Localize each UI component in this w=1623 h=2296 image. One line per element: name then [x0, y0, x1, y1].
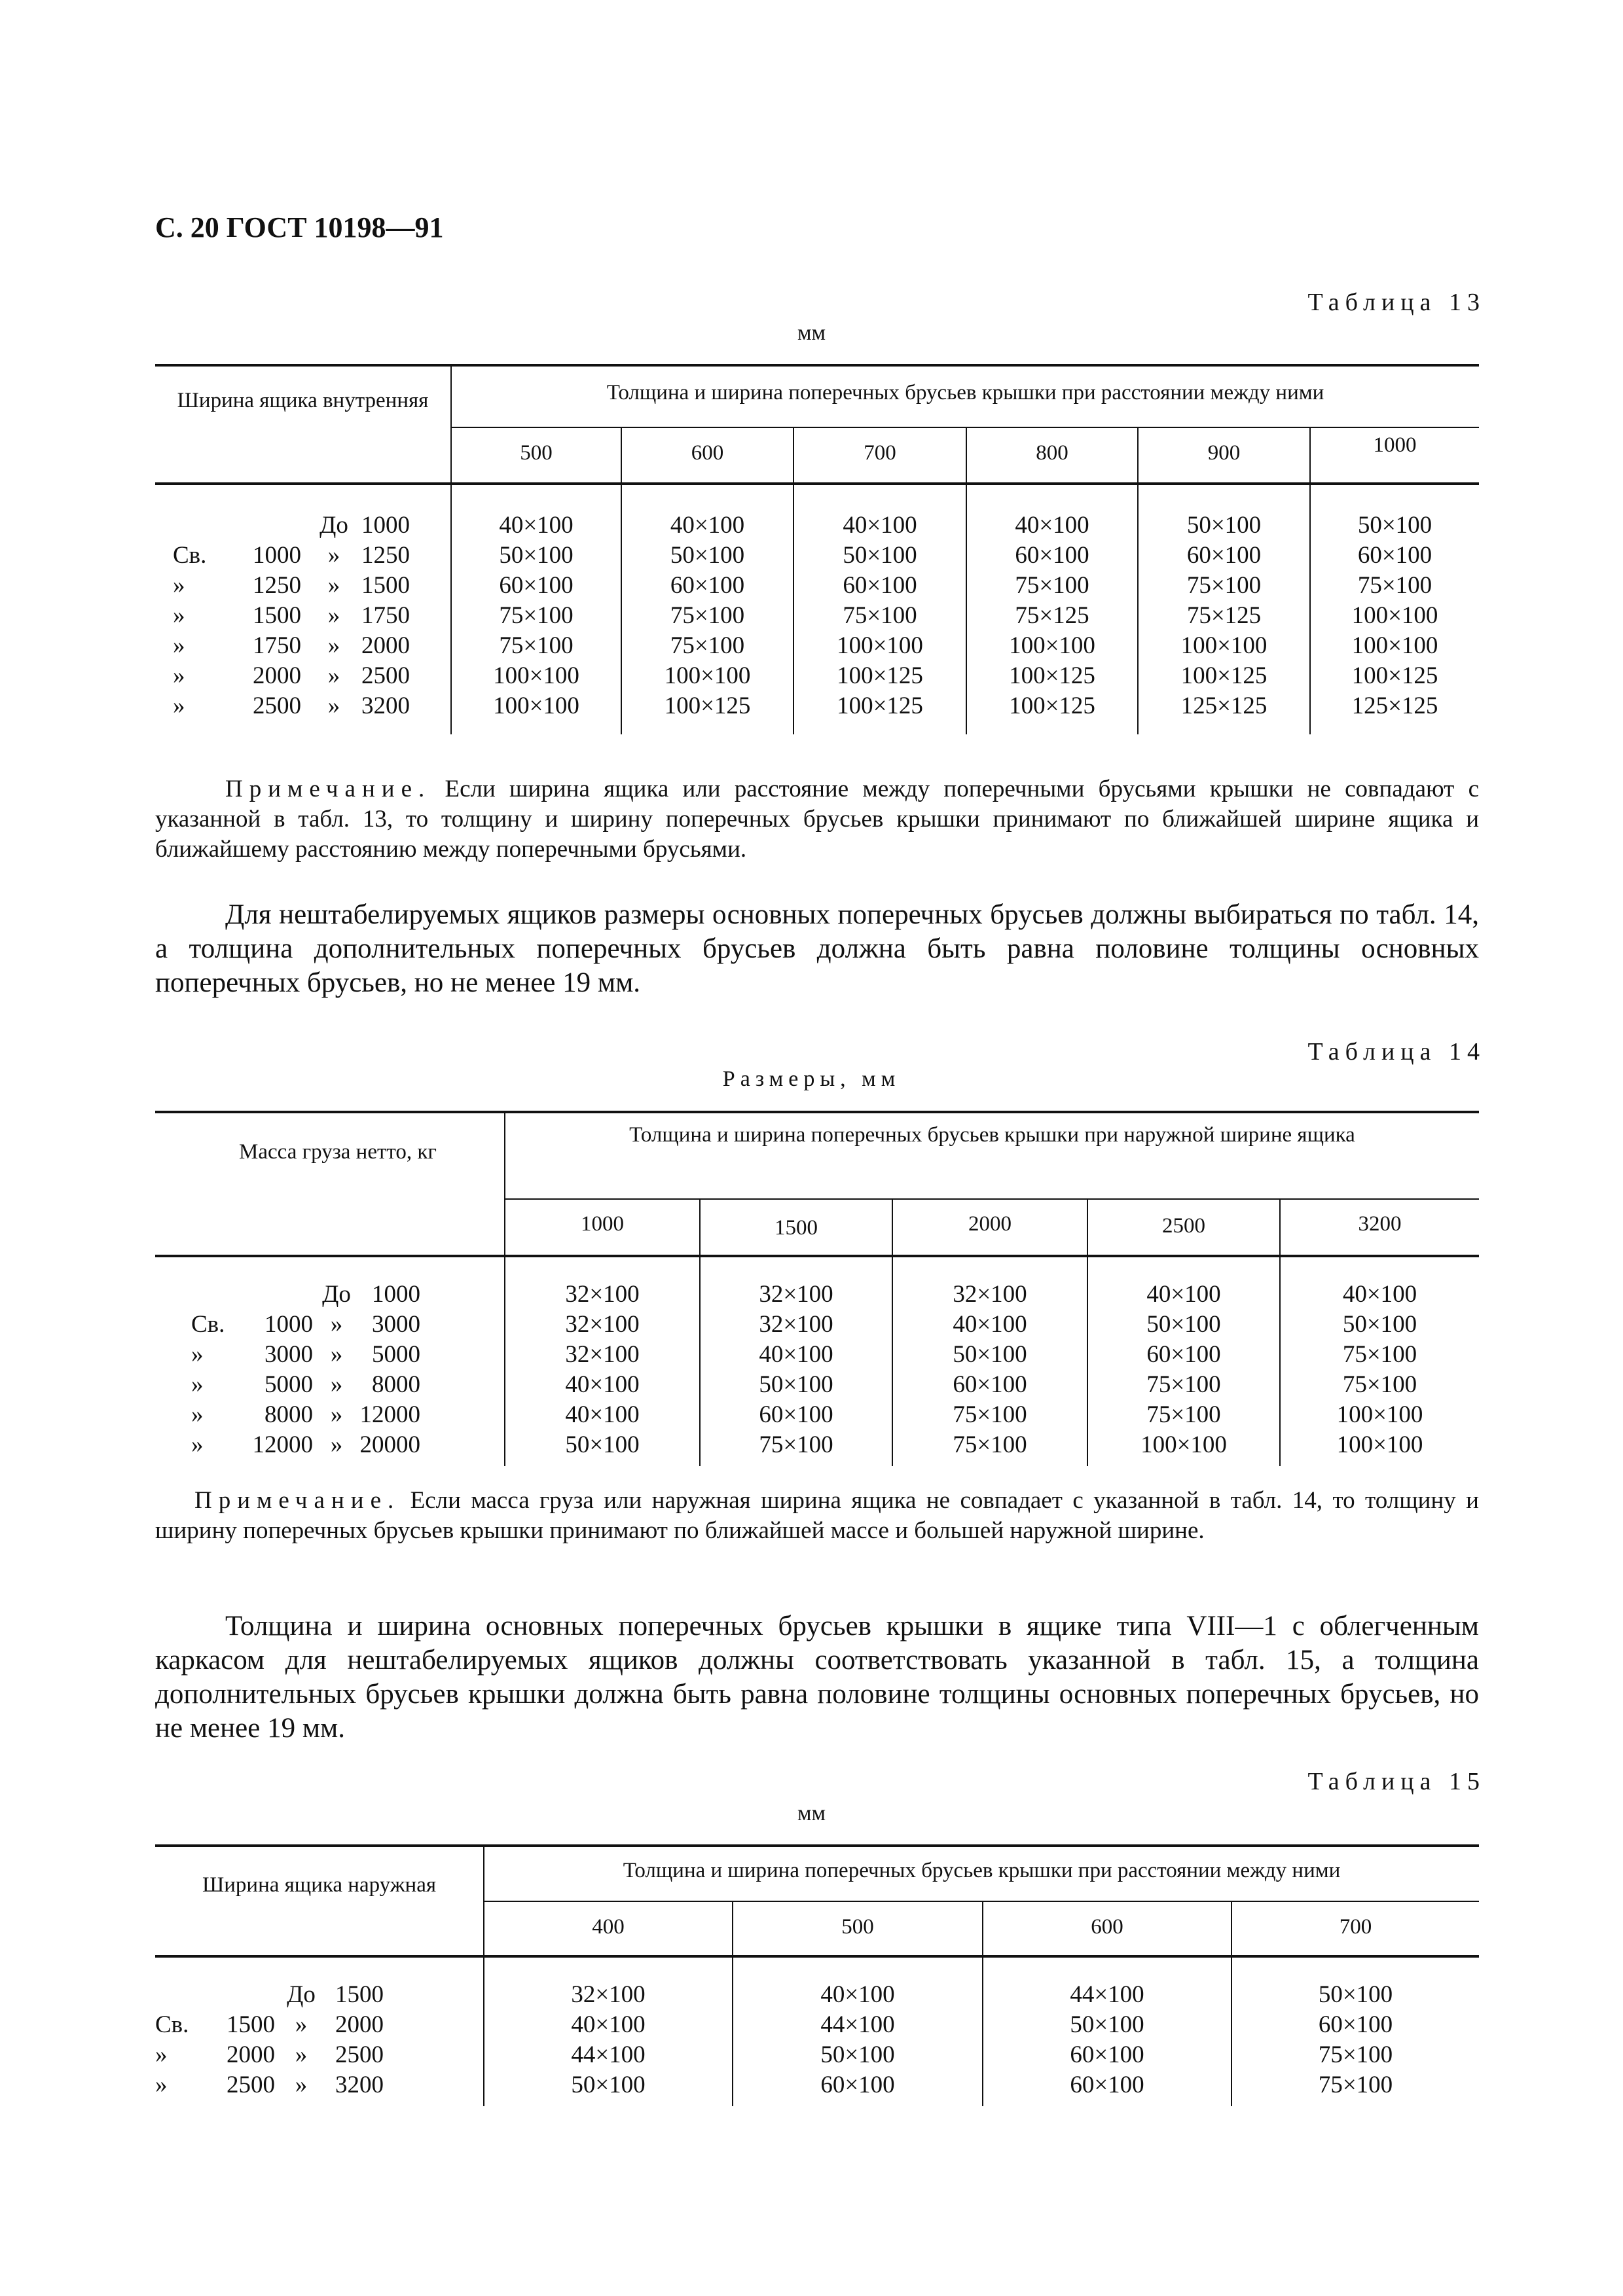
page-header: С. 20 ГОСТ 10198—91 — [155, 211, 444, 243]
table-13-col-1000: 1000 — [1373, 433, 1417, 457]
table-14-unit: Размеры, мм — [722, 1067, 901, 1091]
table-14-col-1000: 1000 — [581, 1212, 624, 1236]
table-14-caption: Таблица 14 — [1307, 1038, 1486, 1066]
table-15-col-700-values: 50×100 60×100 75×100 75×100 — [1318, 1981, 1393, 2098]
table-13-col-500-values: 40×100 50×100 60×100 75×100 75×100 100×100 100×100 — [493, 512, 579, 719]
table-15-unit: мм — [797, 1801, 826, 1825]
table-15-caption: Таблица 15 — [1307, 1768, 1486, 1795]
table-14-col-2000: 2000 — [968, 1212, 1012, 1236]
table-14-col-1500-values: 32×100 32×100 40×100 50×100 60×100 75×100 — [759, 1281, 833, 1458]
table-14-label-c: 1000 3000 5000 8000 12000 20000 — [359, 1281, 420, 1458]
table-15-label-q: До » » » — [287, 1981, 316, 2098]
table-15-row-header: Ширина ящика наружная — [202, 1873, 437, 1897]
table-13-col-800: 800 — [1036, 441, 1068, 465]
table-14-label-q: До » » » » » — [322, 1281, 351, 1458]
table-15-col-700: 700 — [1339, 1915, 1372, 1939]
table-13-col-800-values: 40×100 60×100 75×100 75×125 100×100 100×125 100×125 — [1009, 512, 1095, 719]
table-13-label-a: Св. » » » » » — [173, 542, 207, 719]
table-15-col-400-values: 32×100 40×100 44×100 50×100 — [571, 1981, 646, 2098]
table-14-col-3200: 3200 — [1358, 1212, 1402, 1236]
table-13-col-500: 500 — [520, 441, 553, 465]
table-14-col-2000-values: 32×100 40×100 50×100 60×100 75×100 75×100 — [953, 1281, 1027, 1458]
table-14-col-1500: 1500 — [775, 1216, 818, 1240]
table-14-row-header: Масса груза нетто, кг — [239, 1140, 437, 1164]
paragraph-1: Для нештабелируемых ящиков размеры основных поперечных брусьев должны выбираться по табл. 14, а толщина дополнительных поперечных брусьев должна быть равна половине толщины основных поперечных брусьев, но не менее 19 мм. — [155, 899, 1479, 998]
table-14-label-b: 1000 3000 5000 8000 12000 — [252, 1311, 313, 1458]
table-15-group-header: Толщина и ширина поперечных брусьев крышки при расстоянии между ними — [623, 1859, 1341, 1882]
table-13-body — [0, 511, 1623, 726]
table-13-col-700: 700 — [864, 441, 896, 465]
paragraph-2: Толщина и ширина основных поперечных брусьев крышки в ящике типа VIII—1 с облегченным каркасом для нештабелируемых ящиков должны соответствовать указанной в табл. 15, а толщина дополнительных брусьев крышки должна быть равна половине толщины основных поперечных брусьев, но не менее 19 мм. — [155, 1611, 1479, 1744]
table-14-col-2500: 2500 — [1162, 1214, 1205, 1238]
table-13-row-header: Ширина ящика внутренняя — [177, 389, 429, 412]
table-13-group-header: Толщина и ширина поперечных брусьев крышки при расстоянии между ними — [606, 381, 1324, 404]
table-15-col-600-values: 44×100 50×100 60×100 60×100 — [1070, 1981, 1144, 2098]
table-15-col-600: 600 — [1091, 1915, 1123, 1939]
table-15-body — [0, 1980, 1623, 2104]
table-14-group-header: Толщина и ширина поперечных брусьев крышки при наружной ширине ящика — [629, 1123, 1355, 1147]
table-14-col-3200-values: 40×100 50×100 75×100 75×100 100×100 100×100 — [1336, 1281, 1423, 1458]
table-13-col-900: 900 — [1207, 441, 1241, 465]
table-13-col-700-values: 40×100 50×100 60×100 75×100 100×100 100×125 100×125 — [837, 512, 923, 719]
table-13-unit: мм — [797, 321, 826, 345]
table-14-note: Примечание. Если масса груза или наружная ширина ящика не совпадает с указанной в табл. 14, то толщину и ширину поперечных брусьев крышки принимают по ближайшей массе и большей наружной ширине. — [155, 1487, 1479, 1544]
table-13-caption: Таблица 13 — [1307, 289, 1486, 316]
table-13-label-c: 1000 1250 1500 1750 2000 2500 3200 — [361, 512, 410, 719]
table-13-col-1000-values: 50×100 60×100 75×100 100×100 100×100 100×125 125×125 — [1351, 512, 1438, 719]
table-14-col-1000-values: 32×100 32×100 32×100 40×100 40×100 50×100 — [565, 1281, 640, 1458]
table-15-col-500: 500 — [841, 1915, 874, 1939]
table-14-body — [0, 1280, 1623, 1463]
table-13-note: Примечание. Если ширина ящика или расстояние между поперечными брусьями крышки не совпадают с указанной в табл. 13, то толщину и ширину поперечных брусьев крышки принимают по ближайшей ширине ящика и ближайшему расстоянию между поперечными брусьями. — [155, 776, 1479, 863]
table-13-label-q: До » » » » » » — [319, 512, 348, 719]
table-13-col-600-values: 40×100 50×100 60×100 75×100 75×100 100×100 100×125 — [664, 512, 751, 719]
table-13-col-900-values: 50×100 60×100 75×100 75×125 100×100 100×125 125×125 — [1180, 512, 1267, 719]
table-15-col-500-values: 40×100 44×100 50×100 60×100 — [820, 1981, 895, 2098]
table-14-col-2500-values: 40×100 50×100 60×100 75×100 75×100 100×100 — [1140, 1281, 1227, 1458]
table-13-col-600: 600 — [691, 441, 724, 465]
table-15-label-a: Св. » » — [155, 2011, 189, 2098]
table-15-label-c: 1500 2000 2500 3200 — [335, 1981, 384, 2098]
table-14-label-a: Св. » » » » — [191, 1311, 225, 1458]
table-13-label-b: 1000 1250 1500 1750 2000 2500 — [253, 542, 301, 719]
table-15-label-b: 1500 2000 2500 — [227, 2011, 275, 2098]
table-15-col-400: 400 — [592, 1915, 625, 1939]
